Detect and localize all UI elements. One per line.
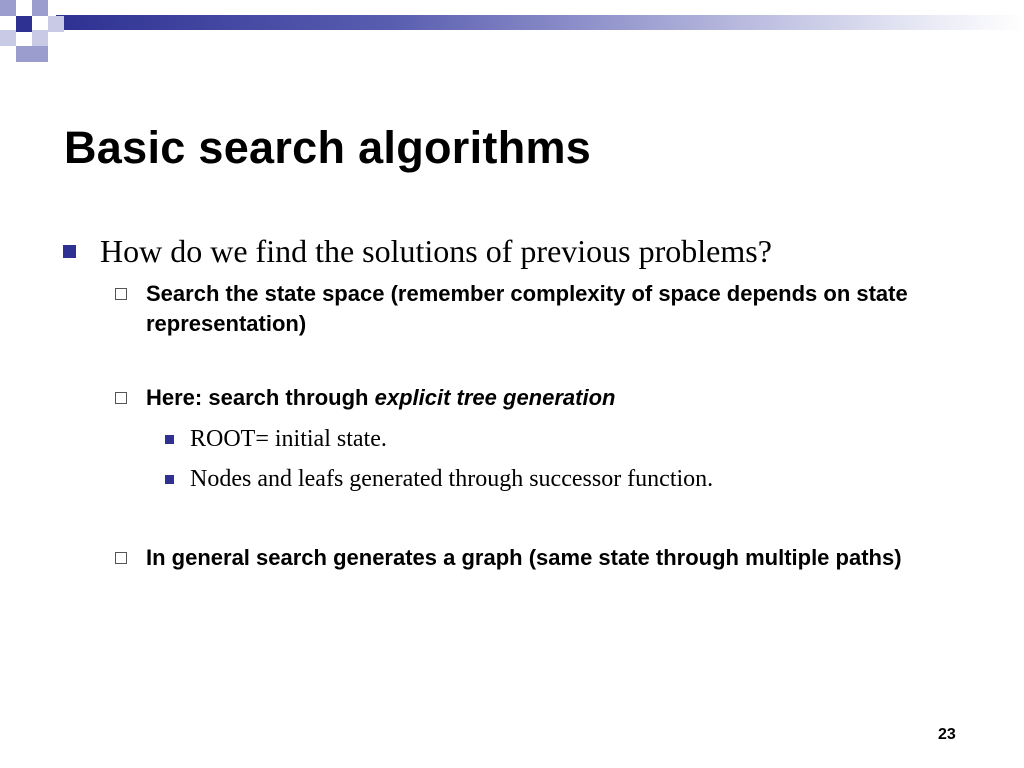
level2-bullet-marker: [115, 392, 127, 404]
level1-bullet-marker: [63, 245, 76, 258]
header-decoration: [0, 0, 1024, 64]
deco-square: [48, 16, 64, 32]
level2-bullet-marker: [115, 552, 127, 564]
deco-square: [16, 16, 32, 32]
level3-bullet-text: Nodes and leafs generated through successor function.: [190, 466, 714, 492]
level3-bullet-marker: [165, 435, 174, 444]
deco-square: [32, 0, 48, 16]
level2-bullet-prefix: Here: search through: [146, 385, 375, 410]
deco-square: [0, 30, 16, 46]
slide-title: Basic search algorithms: [64, 122, 592, 173]
level2-bullet-emphasis: explicit tree generation: [374, 385, 616, 410]
header-gradient-band: [56, 15, 1024, 30]
level3-bullet-marker: [165, 475, 174, 484]
level1-bullet-text: How do we find the solutions of previous problems?: [100, 233, 772, 269]
deco-square: [32, 30, 48, 46]
level2-bullet-text: [146, 383, 976, 413]
deco-square: [16, 46, 32, 62]
level3-bullet-text: ROOT= initial state.: [190, 426, 387, 452]
page-number: 23: [938, 726, 956, 743]
level2-bullet-marker: [115, 288, 127, 300]
level2-bullet-text: In general search generates a graph (same state through multiple paths): [146, 545, 902, 570]
deco-square: [32, 46, 48, 62]
deco-square: [0, 0, 16, 16]
level2-bullet-text: Search the state space (remember complexity of space depends on state representation): [146, 281, 908, 336]
